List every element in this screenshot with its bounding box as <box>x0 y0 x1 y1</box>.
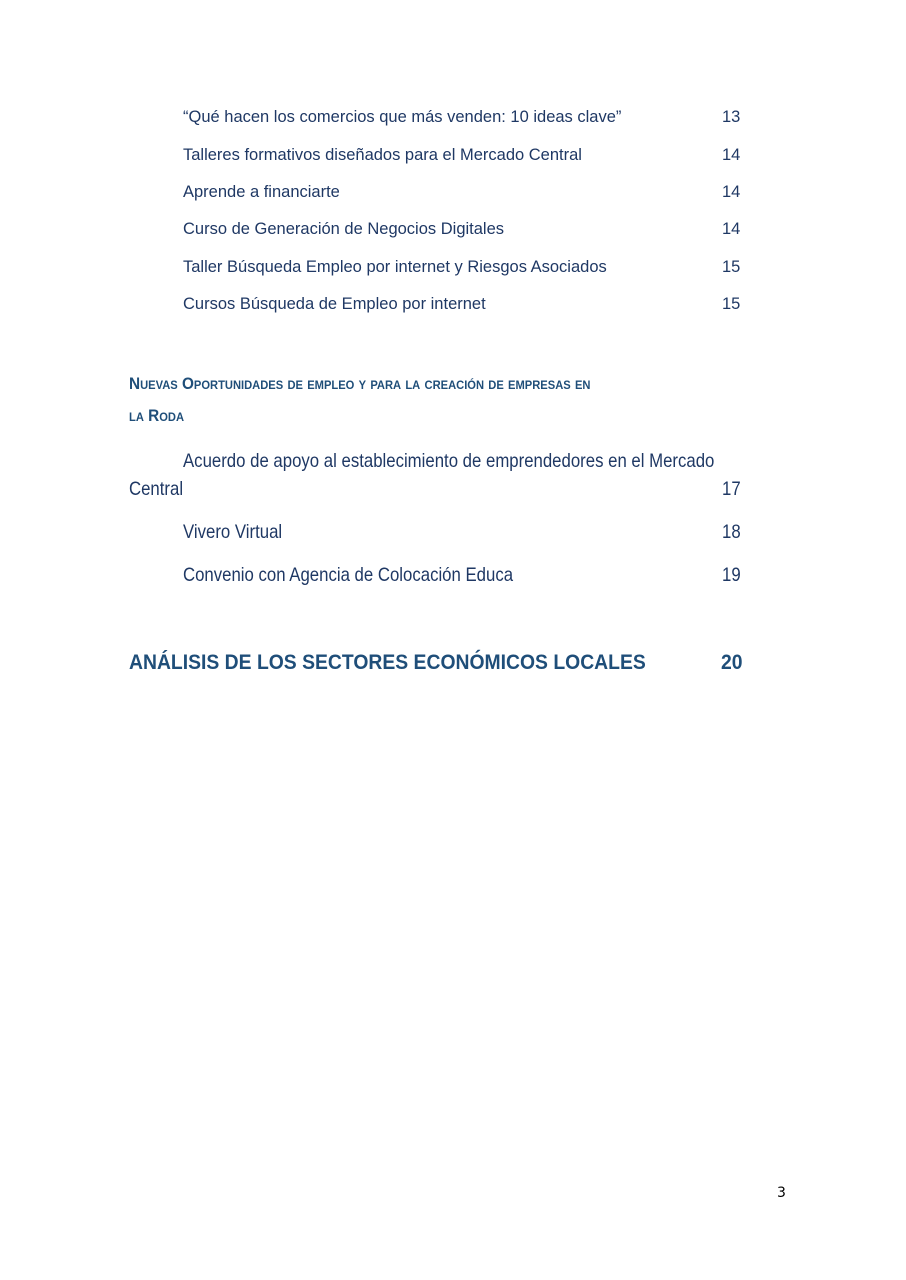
page-number: 3 <box>777 1185 786 1201</box>
toc-entry-title[interactable]: Vivero Virtual <box>183 521 283 543</box>
toc-entry-page: 18 <box>722 521 741 543</box>
toc-entry-page: 19 <box>722 564 741 586</box>
toc-entry-page: 14 <box>722 146 741 164</box>
toc-entry[interactable] <box>183 108 743 127</box>
section-heading-line: la Roda <box>129 407 185 425</box>
toc-entry-title: Cursos Búsqueda de Empleo por internet <box>183 295 486 313</box>
toc-entry-page: 17 <box>722 478 741 500</box>
toc-entry-page: 14 <box>722 183 741 201</box>
toc-entry[interactable] <box>183 183 743 202</box>
toc-entry[interactable] <box>183 258 743 277</box>
toc-entry-title-line2[interactable]: Central <box>129 478 184 500</box>
toc-entry-page: 15 <box>722 295 741 313</box>
toc-entry-title: Aprende a financiarte <box>183 183 340 201</box>
toc-entry[interactable] <box>183 220 743 239</box>
toc-entry-title-line1[interactable]: Acuerdo de apoyo al establecimiento de emprendedores en el Mercado <box>183 450 715 472</box>
toc-entry-page: 13 <box>722 108 741 126</box>
toc-main-heading-page: 20 <box>721 650 743 674</box>
toc-entry[interactable] <box>183 146 743 165</box>
toc-entry-title: Taller Búsqueda Empleo por internet y Riesgos Asociados <box>183 258 607 276</box>
toc-entry[interactable] <box>183 295 743 314</box>
toc-entry-title: “Qué hacen los comercios que más venden: 10 ideas clave” <box>183 108 622 126</box>
toc-section-heading[interactable] <box>129 368 747 432</box>
toc-entry-page: 15 <box>722 258 741 276</box>
toc-entry-title: Talleres formativos diseñados para el Mercado Central <box>183 146 582 164</box>
toc-entry-title[interactable]: Convenio con Agencia de Colocación Educa <box>183 564 514 586</box>
section-heading-line: Nuevas Oportunidades de empleo y para la creación de empresas en <box>129 375 591 393</box>
toc-entry-page: 14 <box>722 220 741 238</box>
toc-entry-title: Curso de Generación de Negocios Digitales <box>183 220 505 238</box>
toc-main-heading[interactable]: ANÁLISIS DE LOS SECTORES ECONÓMICOS LOCALES <box>129 650 646 674</box>
